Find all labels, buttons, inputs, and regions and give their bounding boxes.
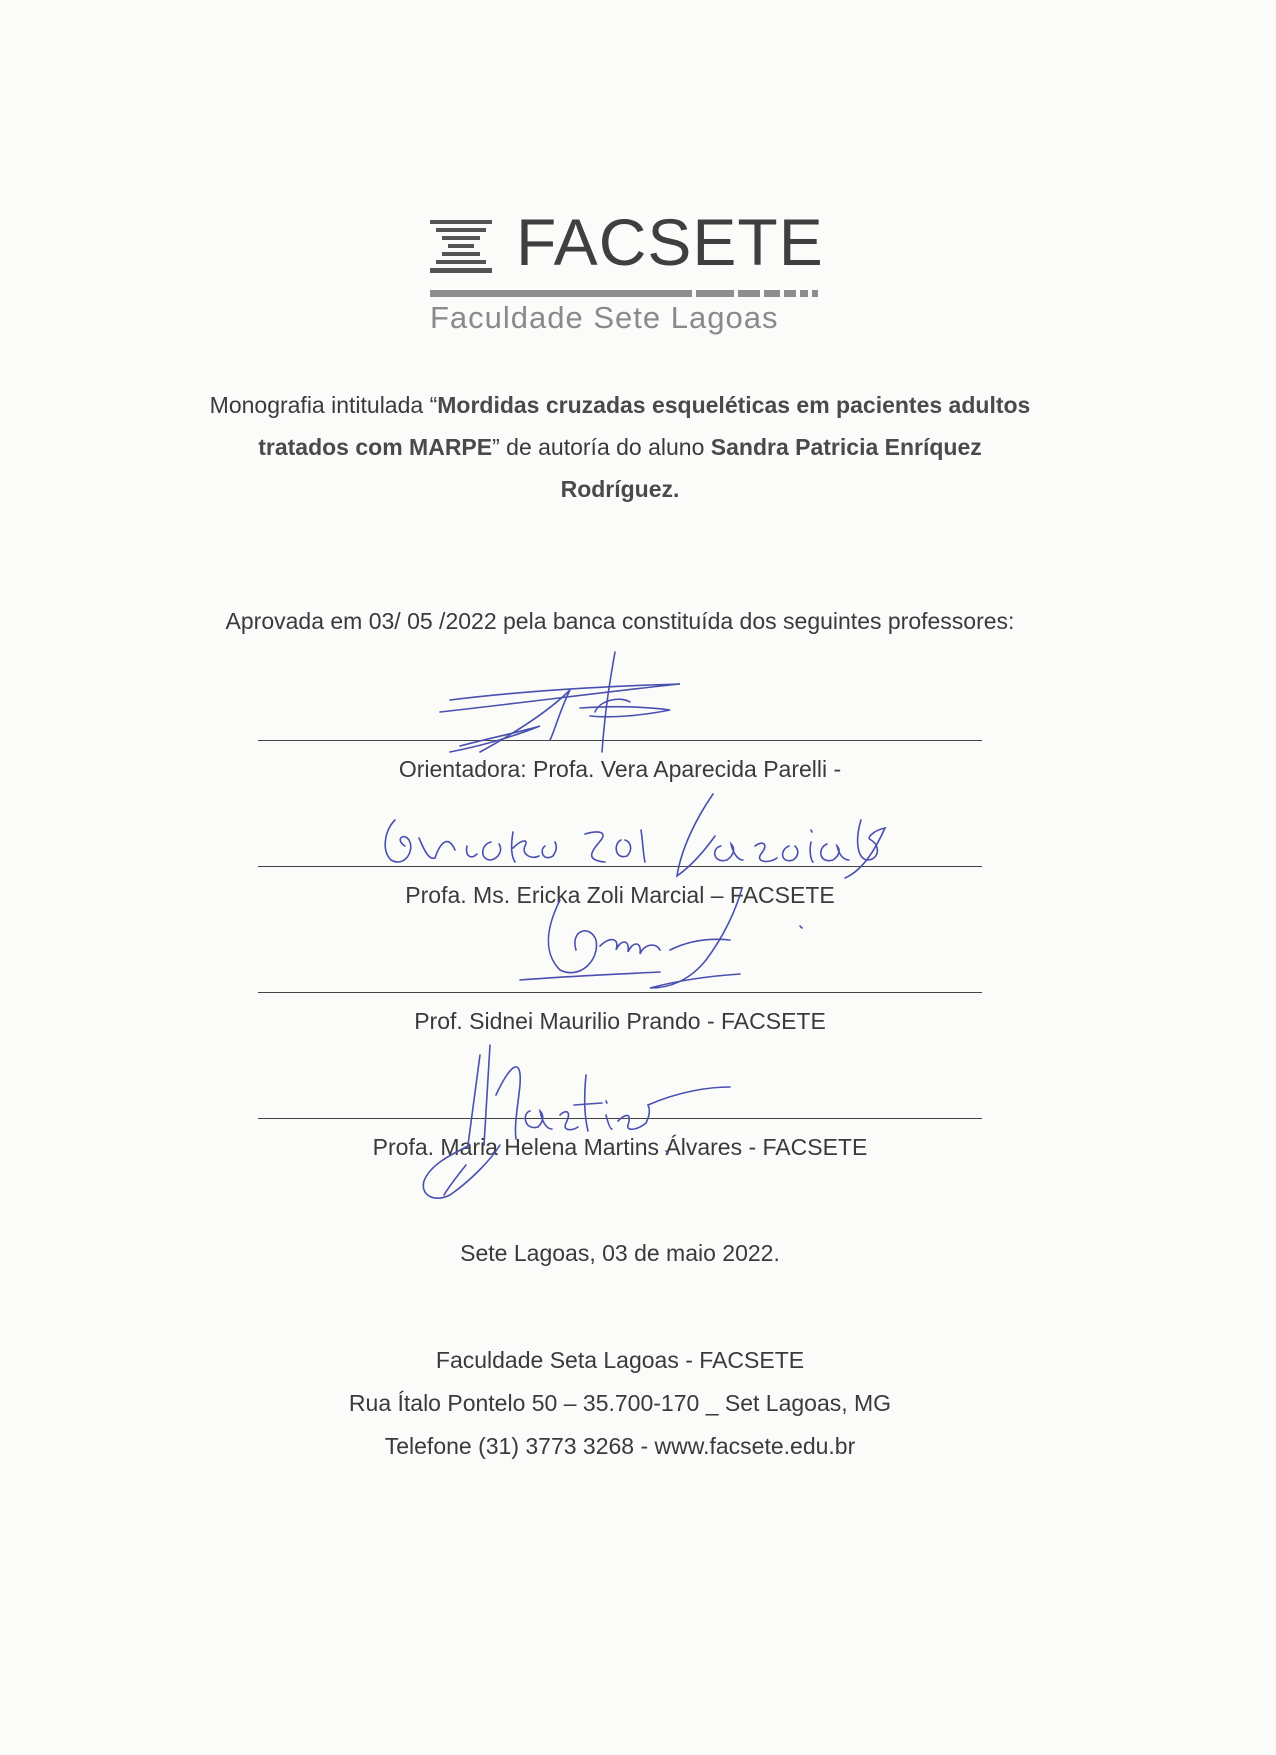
monografia-statement: [160, 384, 1080, 510]
signature-line-3: [258, 992, 982, 993]
signature-maria-alvares: [410, 1035, 740, 1215]
date-line: Sete Lagoas, 03 de maio 2022.: [460, 1240, 780, 1266]
facsete-logo: [430, 205, 824, 342]
footer-address: Rua Ítalo Pontelo 50 – 35.700-170 _ Set Lagoas, MG: [348, 1390, 892, 1416]
monografia-mid: ” de autoría do aluno: [492, 434, 711, 460]
signature-line-4: [258, 1118, 982, 1119]
signature-line-1: [258, 740, 982, 741]
footer-contact: Telefone (31) 3773 3268 - www.facsete.edu.br: [384, 1433, 856, 1459]
examiner-label-2: Profa. Ms. Ericka Zoli Marcial – FACSETE: [405, 882, 835, 908]
logo-divider-bar: [430, 288, 822, 298]
monografia-title-line2: tratados com MARPE: [258, 434, 493, 460]
examiner-label-1: Orientadora: Profa. Vera Aparecida Parelli -: [398, 756, 842, 782]
monografia-intro: Monografia intitulada “: [209, 392, 438, 418]
footer-institution: Faculdade Seta Lagoas - FACSETE: [435, 1347, 805, 1373]
examiner-label-3: Prof. Sidnei Maurilio Prando - FACSETE: [414, 1008, 826, 1034]
logo-name: FACSETE: [516, 205, 824, 279]
author-name-line2: Rodríguez.: [560, 476, 680, 502]
examiner-label-4: Profa. Maria Helena Martins Álvares - FACSETE: [372, 1134, 868, 1160]
approval-statement: Aprovada em 03/ 05 /2022 pela banca constituída dos seguintes professores:: [225, 608, 1015, 634]
logo-tagline: Faculdade Sete Lagoas: [430, 300, 779, 335]
signature-ericka-marcial: [375, 780, 905, 890]
author-name-line1: Sandra Patricia Enríquez: [710, 434, 982, 460]
facsete-emblem-icon: [430, 220, 492, 276]
signature-line-2: [258, 866, 982, 867]
monografia-title-line1: Mordidas cruzadas esqueléticas em pacientes adultos: [437, 392, 1031, 418]
